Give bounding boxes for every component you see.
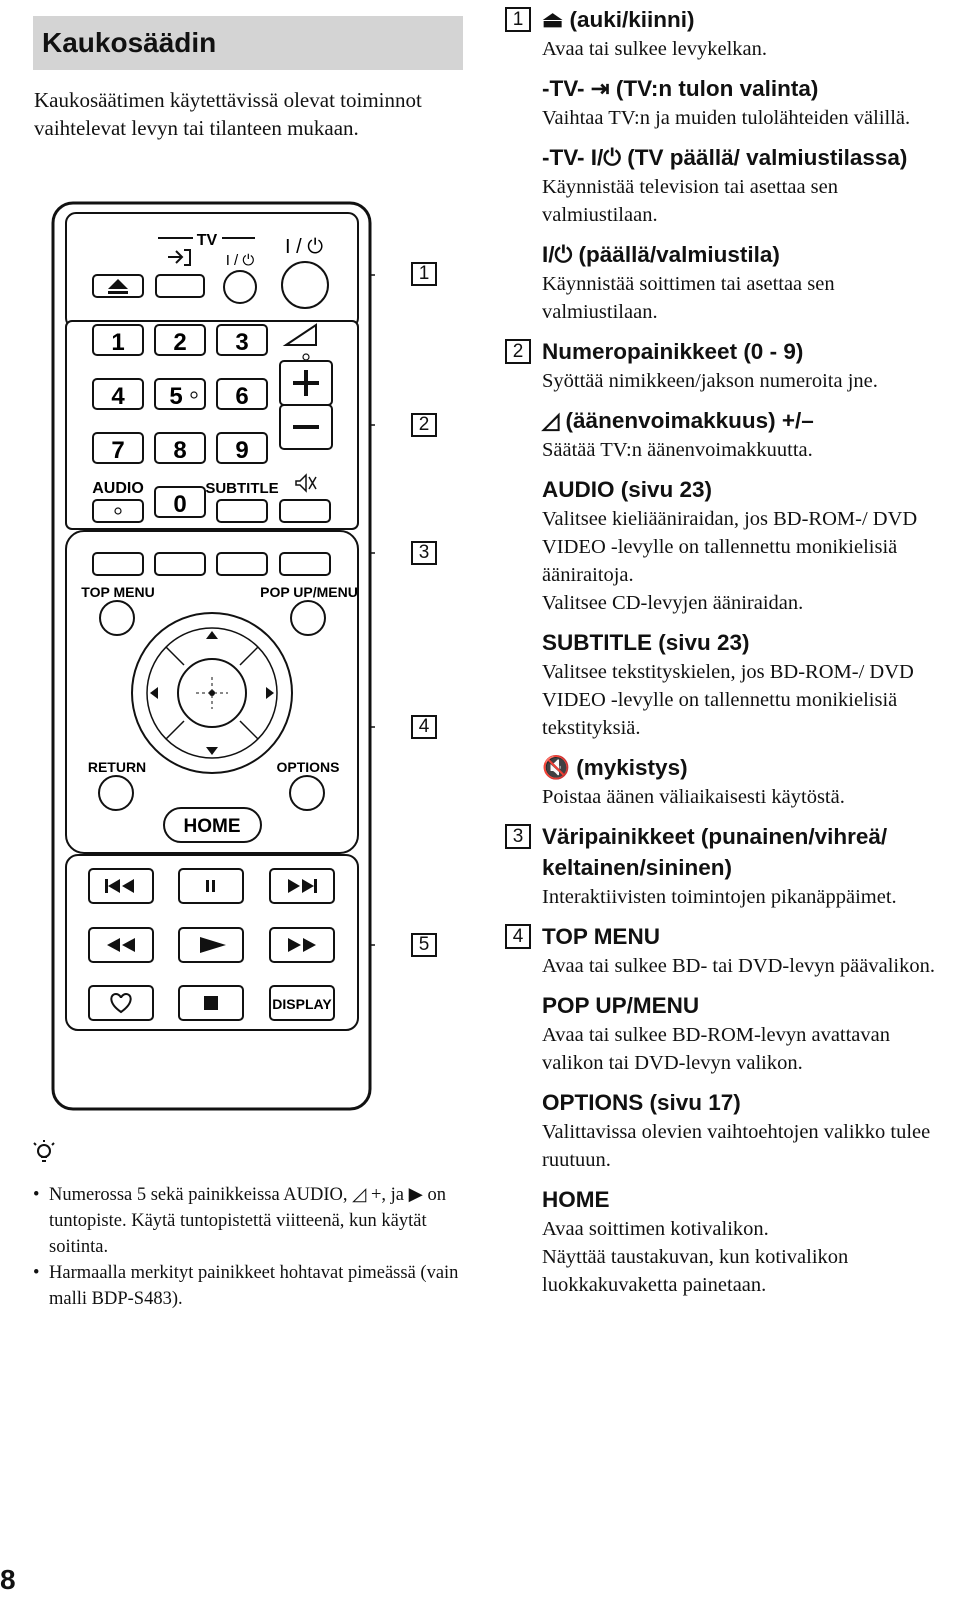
svg-text:DISPLAY: DISPLAY: [272, 996, 332, 1012]
item-heading: OPTIONS (sivu 17): [542, 1090, 741, 1115]
svg-text:I / ⏻: I / ⏻: [225, 252, 255, 269]
lightbulb-icon: [33, 1140, 57, 1168]
section-number: 3: [505, 824, 531, 849]
audio-label: AUDIO: [92, 480, 144, 497]
section-2: [505, 336, 945, 811]
item-description: Näyttää taustakuvan, kun kotivalikon luokkakuvaketta painetaan.: [542, 1246, 849, 1296]
dpad-enter-button[interactable]: [178, 659, 246, 727]
tv-power-button[interactable]: [224, 252, 256, 303]
tip-box: [33, 1140, 468, 1312]
callout-3: 3: [411, 541, 437, 565]
item-description: Poistaa äänen väliaikaisesti käytöstä.: [542, 786, 845, 808]
tv-label: TV: [196, 232, 218, 249]
svg-text:HOME: HOME: [183, 816, 241, 837]
svg-text:6: 6: [235, 383, 249, 410]
subtitle-label: SUBTITLE: [205, 480, 279, 497]
section-1: [505, 4, 945, 326]
color-button-green[interactable]: [155, 553, 205, 575]
number-button-7[interactable]: [93, 433, 143, 464]
return-button[interactable]: [99, 776, 133, 810]
intro-text: Kaukosäätimen käytettävissä olevat toiminnot vaihtelevat levyn tai tilanteen mukaan.: [34, 88, 422, 140]
pause-button[interactable]: [179, 869, 243, 903]
play-button[interactable]: [179, 928, 243, 962]
item-heading: Väripainikkeet (punainen/vihreä/ keltainen/sininen): [542, 824, 888, 880]
item-description: Valitsee CD-levyjen ääniraidan.: [542, 592, 804, 614]
fast-forward-button[interactable]: [270, 928, 334, 962]
top-menu-label: TOP MENU: [81, 584, 155, 600]
mute-button[interactable]: [280, 500, 330, 522]
callout-1: 1: [411, 262, 437, 286]
svg-text:2: 2: [173, 329, 187, 356]
number-button-6[interactable]: [217, 379, 267, 410]
svg-text:1: 1: [111, 329, 125, 356]
svg-text:0: 0: [173, 491, 187, 518]
item-description: Avaa tai sulkee levykelkan.: [542, 38, 768, 60]
section-4: [505, 921, 945, 1299]
display-button[interactable]: [270, 986, 334, 1020]
home-button[interactable]: [164, 808, 261, 842]
svg-text:I / ⏻: I / ⏻: [284, 236, 324, 258]
descriptions-column: [505, 4, 945, 1309]
color-button-yellow[interactable]: [217, 553, 267, 575]
item-description: Avaa tai sulkee BD- tai DVD-levyn päävalikon.: [542, 955, 935, 977]
item-heading: I/⏻ (päällä/valmiustila): [542, 242, 780, 267]
section-number: 2: [505, 339, 531, 364]
number-button-9[interactable]: [217, 433, 267, 464]
section-3: [505, 821, 945, 911]
callout-2: 2: [411, 413, 437, 437]
page-number: 8: [0, 1564, 16, 1595]
item-heading: SUBTITLE (sivu 23): [542, 630, 750, 655]
return-label: RETURN: [87, 759, 147, 775]
next-button[interactable]: [270, 869, 334, 903]
popup-menu-button[interactable]: [291, 601, 325, 635]
item-heading: AUDIO (sivu 23): [542, 477, 713, 502]
options-label: OPTIONS: [276, 759, 340, 775]
page-title: Kaukosäädin: [42, 27, 217, 58]
item-description: Valitsee kieliääniraidan, jos BD-ROM-/ DVD VIDEO -levylle on tallennettu monikielisiä ääniraitoja.: [542, 508, 918, 586]
remote-illustration: [50, 195, 375, 1115]
item-description: Avaa soittimen kotivalikon.: [542, 1218, 769, 1240]
item-heading: HOME: [542, 1187, 610, 1212]
favorite-button[interactable]: [89, 986, 153, 1020]
section-number: 4: [505, 924, 531, 949]
item-description: Käynnistää soittimen tai asettaa sen valmiustilaan.: [542, 273, 835, 323]
number-button-3[interactable]: [217, 325, 267, 356]
number-button-0[interactable]: [155, 487, 205, 518]
eject-button[interactable]: [93, 275, 143, 297]
item-description: Valitsee tekstityskielen, jos BD-ROM-/ DVD VIDEO -levylle on tallennettu monikielisiä tekstityksiä.: [542, 661, 914, 739]
prev-button[interactable]: [89, 869, 153, 903]
number-button-1[interactable]: [93, 325, 143, 356]
item-description: Valittavissa olevien vaihtoehtojen valikko tulee ruutuun.: [542, 1121, 931, 1171]
svg-text:9: 9: [235, 437, 249, 464]
item-heading: 🔇 (mykistys): [542, 755, 688, 780]
color-button-blue[interactable]: [280, 553, 330, 575]
number-button-5[interactable]: [155, 379, 205, 410]
section-number: 1: [505, 7, 531, 32]
item-heading: TOP MENU: [542, 924, 660, 949]
item-description: Vaihtaa TV:n ja muiden tulolähteiden välillä.: [542, 107, 911, 129]
options-button[interactable]: [290, 776, 324, 810]
item-heading: ⏏ (auki/kiinni): [542, 7, 695, 32]
svg-text:8: 8: [173, 437, 187, 464]
item-description: Syöttää nimikkeen/jakson numeroita jne.: [542, 370, 878, 392]
tip-item: • Harmaalla merkityt painikkeet hohtavat pimeässä (vain malli BDP-S483).: [33, 1260, 468, 1312]
item-heading: -TV- ⇥ (TV:n tulon valinta): [542, 76, 819, 101]
item-heading: Numeropainikkeet (0 - 9): [542, 339, 804, 364]
volume-down-button[interactable]: [280, 405, 332, 449]
callout-4: 4: [411, 715, 437, 739]
item-heading: -TV- I/⏻ (TV päällä/ valmiustilassa): [542, 145, 908, 170]
power-button[interactable]: [282, 236, 328, 308]
item-description: Käynnistää television tai asettaa sen valmiustilaan.: [542, 176, 839, 226]
svg-text:5: 5: [169, 383, 183, 410]
section-title-bar: [33, 16, 463, 70]
svg-text:7: 7: [111, 437, 125, 464]
svg-text:3: 3: [235, 329, 249, 356]
number-button-4[interactable]: [93, 379, 143, 410]
color-button-red[interactable]: [93, 553, 143, 575]
popup-menu-label: POP UP/MENU: [260, 584, 358, 600]
tip-item: • Numerossa 5 sekä painikkeissa AUDIO, ◿ +, ja ▶ on tuntopiste. Käytä tuntopistettä viitteenä, kun käytät soitinta.: [33, 1182, 468, 1260]
item-heading: ◿ (äänenvoimakkuus) +/–: [542, 408, 814, 433]
volume-up-button[interactable]: [280, 361, 332, 405]
stop-button[interactable]: [179, 986, 243, 1020]
item-heading: POP UP/MENU: [542, 993, 700, 1018]
svg-text:4: 4: [111, 383, 125, 410]
audio-button[interactable]: [93, 500, 143, 522]
number-button-8[interactable]: [155, 433, 205, 464]
item-description: Säätää TV:n äänenvoimakkuutta.: [542, 439, 813, 461]
subtitle-button[interactable]: [217, 500, 267, 522]
number-button-2[interactable]: [155, 325, 205, 356]
top-menu-button[interactable]: [100, 601, 134, 635]
item-description: Interaktiivisten toimintojen pikanäppäimet.: [542, 886, 897, 908]
rewind-button[interactable]: [89, 928, 153, 962]
callout-5: 5: [411, 933, 437, 957]
item-description: Avaa tai sulkee BD-ROM-levyn avattavan valikon tai DVD-levyn valikon.: [542, 1024, 891, 1074]
